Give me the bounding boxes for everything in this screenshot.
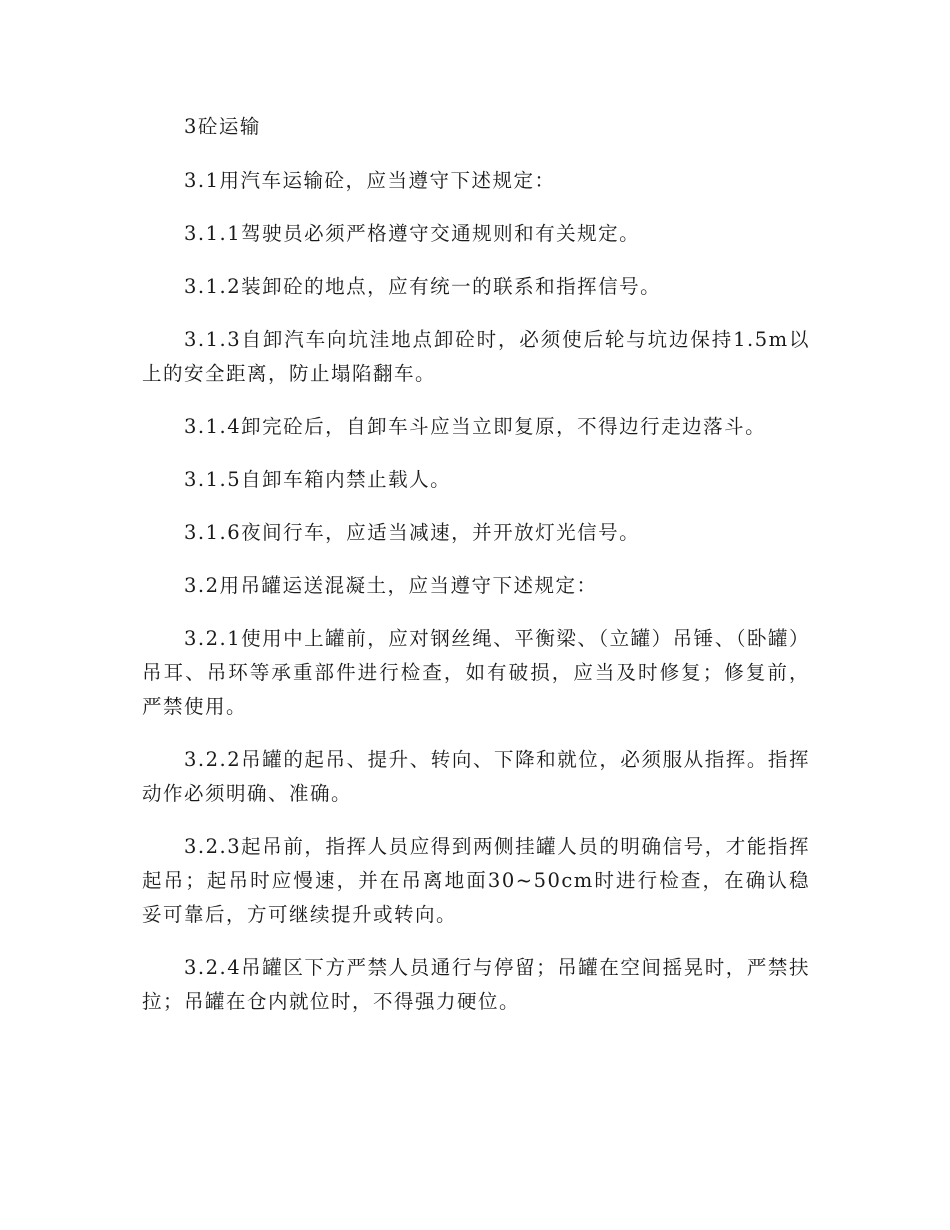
paragraph-3-1-2: 3.1.2装卸砼的地点，应有统一的联系和指挥信号。 [184,275,662,298]
paragraph-3-2-4: 3.2.4吊罐区下方严禁人员通行与停留；吊罐在空间摇晃时，严禁扶拉；吊罐在仓内就位时，不得强力硬位。 [142,956,810,1013]
paragraph-3-1-4: 3.1.4卸完砼后，自卸车斗应当立即复原，不得边行走边落斗。 [184,415,767,438]
paragraph-3-1-6: 3.1.6夜间行车，应适当减速，并开放灯光信号。 [184,521,641,544]
section-heading: 3砼运输 [184,115,261,138]
paragraph-3-2-2: 3.2.2吊罐的起吊、提升、转向、下降和就位，必须服从指挥。指挥动作必须明确、准确。 [142,748,810,805]
document-body [142,110,810,1038]
paragraph-3-1-5: 3.1.5自卸车箱内禁止载人。 [184,468,452,491]
paragraph-3-1: 3.1用汽车运输砼，应当遵守下述规定： [184,169,556,192]
paragraph-3-2-3: 3.2.3起吊前，指挥人员应得到两侧挂罐人员的明确信号，才能指挥起吊；起吊时应慢速，并在吊离地面30~50cm时进行检查，在确认稳妥可靠后，方可继续提升或转向。 [142,835,810,926]
paragraph-3-1-3: 3.1.3自卸汽车向坑洼地点卸砼时，必须使后轮与坑边保持1.5m以上的安全距离，防止塌陷翻车。 [142,328,810,385]
paragraph-3-2-1: 3.2.1使用中上罐前，应对钢丝绳、平衡梁、（立罐）吊锤、（卧罐）吊耳、吊环等承重部件进行检查，如有破损，应当及时修复；修复前，严禁使用。 [142,627,810,718]
paragraph-3-1-1: 3.1.1驾驶员必须严格遵守交通规则和有关规定。 [184,222,641,245]
paragraph-3-2: 3.2用吊罐运送混凝土，应当遵守下述规定： [184,574,598,597]
